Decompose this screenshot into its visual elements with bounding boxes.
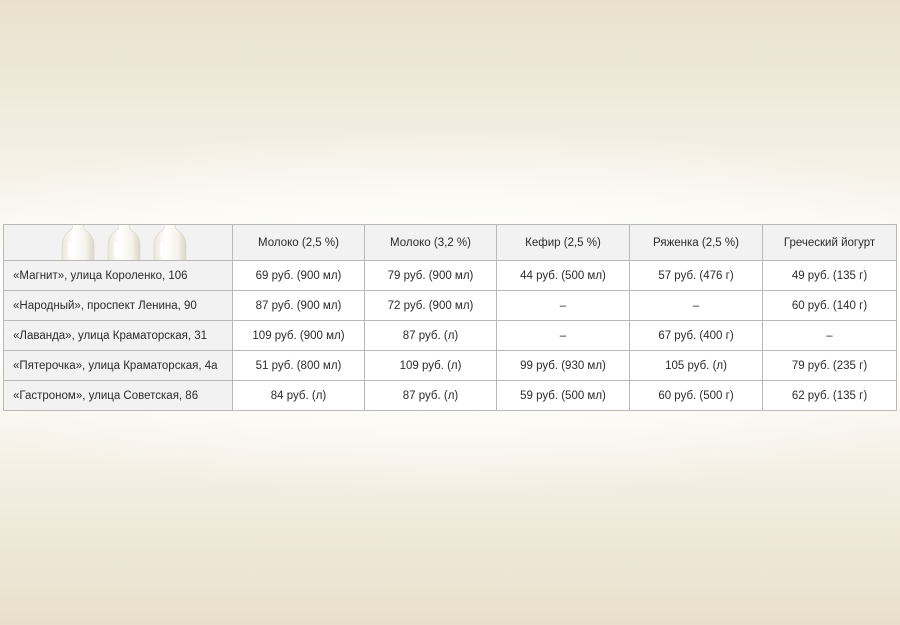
price-cell: 105 руб. (л) <box>630 351 763 381</box>
header-milk-2-5: Молоко (2,5 %) <box>233 225 365 261</box>
price-cell: 59 руб. (500 мл) <box>497 381 630 411</box>
price-cell: – <box>763 321 897 351</box>
price-cell: 87 руб. (л) <box>365 321 497 351</box>
table-row <box>4 321 897 351</box>
price-table <box>3 224 897 411</box>
price-cell: 69 руб. (900 мл) <box>233 261 365 291</box>
milk-bottle-icon <box>62 225 94 261</box>
header-kefir: Кефир (2,5 %) <box>497 225 630 261</box>
header-milk-3-2: Молоко (3,2 %) <box>365 225 497 261</box>
price-cell: – <box>497 291 630 321</box>
price-cell: – <box>497 321 630 351</box>
price-cell: 87 руб. (л) <box>365 381 497 411</box>
store-name: «Лаванда», улица Краматорская, 31 <box>4 321 233 351</box>
header-corner-cell <box>4 225 233 261</box>
price-cell: 44 руб. (500 мл) <box>497 261 630 291</box>
price-cell: 60 руб. (500 г) <box>630 381 763 411</box>
table-header-row <box>4 225 897 261</box>
price-cell: 51 руб. (800 мл) <box>233 351 365 381</box>
price-cell: 72 руб. (900 мл) <box>365 291 497 321</box>
header-ryazhenka: Ряженка (2,5 %) <box>630 225 763 261</box>
milk-bottle-icon <box>108 225 140 261</box>
milk-bottle-icon <box>154 225 186 261</box>
table-row <box>4 291 897 321</box>
price-cell: 109 руб. (л) <box>365 351 497 381</box>
price-cell: 49 руб. (135 г) <box>763 261 897 291</box>
price-cell: 57 руб. (476 г) <box>630 261 763 291</box>
price-cell: 67 руб. (400 г) <box>630 321 763 351</box>
price-cell: 109 руб. (900 мл) <box>233 321 365 351</box>
milk-bottles-icon <box>54 225 194 261</box>
price-cell: 79 руб. (235 г) <box>763 351 897 381</box>
store-name: «Народный», проспект Ленина, 90 <box>4 291 233 321</box>
table-row <box>4 381 897 411</box>
price-cell: 99 руб. (930 мл) <box>497 351 630 381</box>
header-greek-yogurt: Греческий йогурт <box>763 225 897 261</box>
price-cell: – <box>630 291 763 321</box>
table-row <box>4 261 897 291</box>
price-cell: 79 руб. (900 мл) <box>365 261 497 291</box>
price-cell: 87 руб. (900 мл) <box>233 291 365 321</box>
price-cell: 62 руб. (135 г) <box>763 381 897 411</box>
store-name: «Гастроном», улица Советская, 86 <box>4 381 233 411</box>
store-name: «Пятерочка», улица Краматорская, 4а <box>4 351 233 381</box>
price-cell: 60 руб. (140 г) <box>763 291 897 321</box>
price-table-container <box>3 224 896 411</box>
store-name: «Магнит», улица Короленко, 106 <box>4 261 233 291</box>
table-row <box>4 351 897 381</box>
price-cell: 84 руб. (л) <box>233 381 365 411</box>
